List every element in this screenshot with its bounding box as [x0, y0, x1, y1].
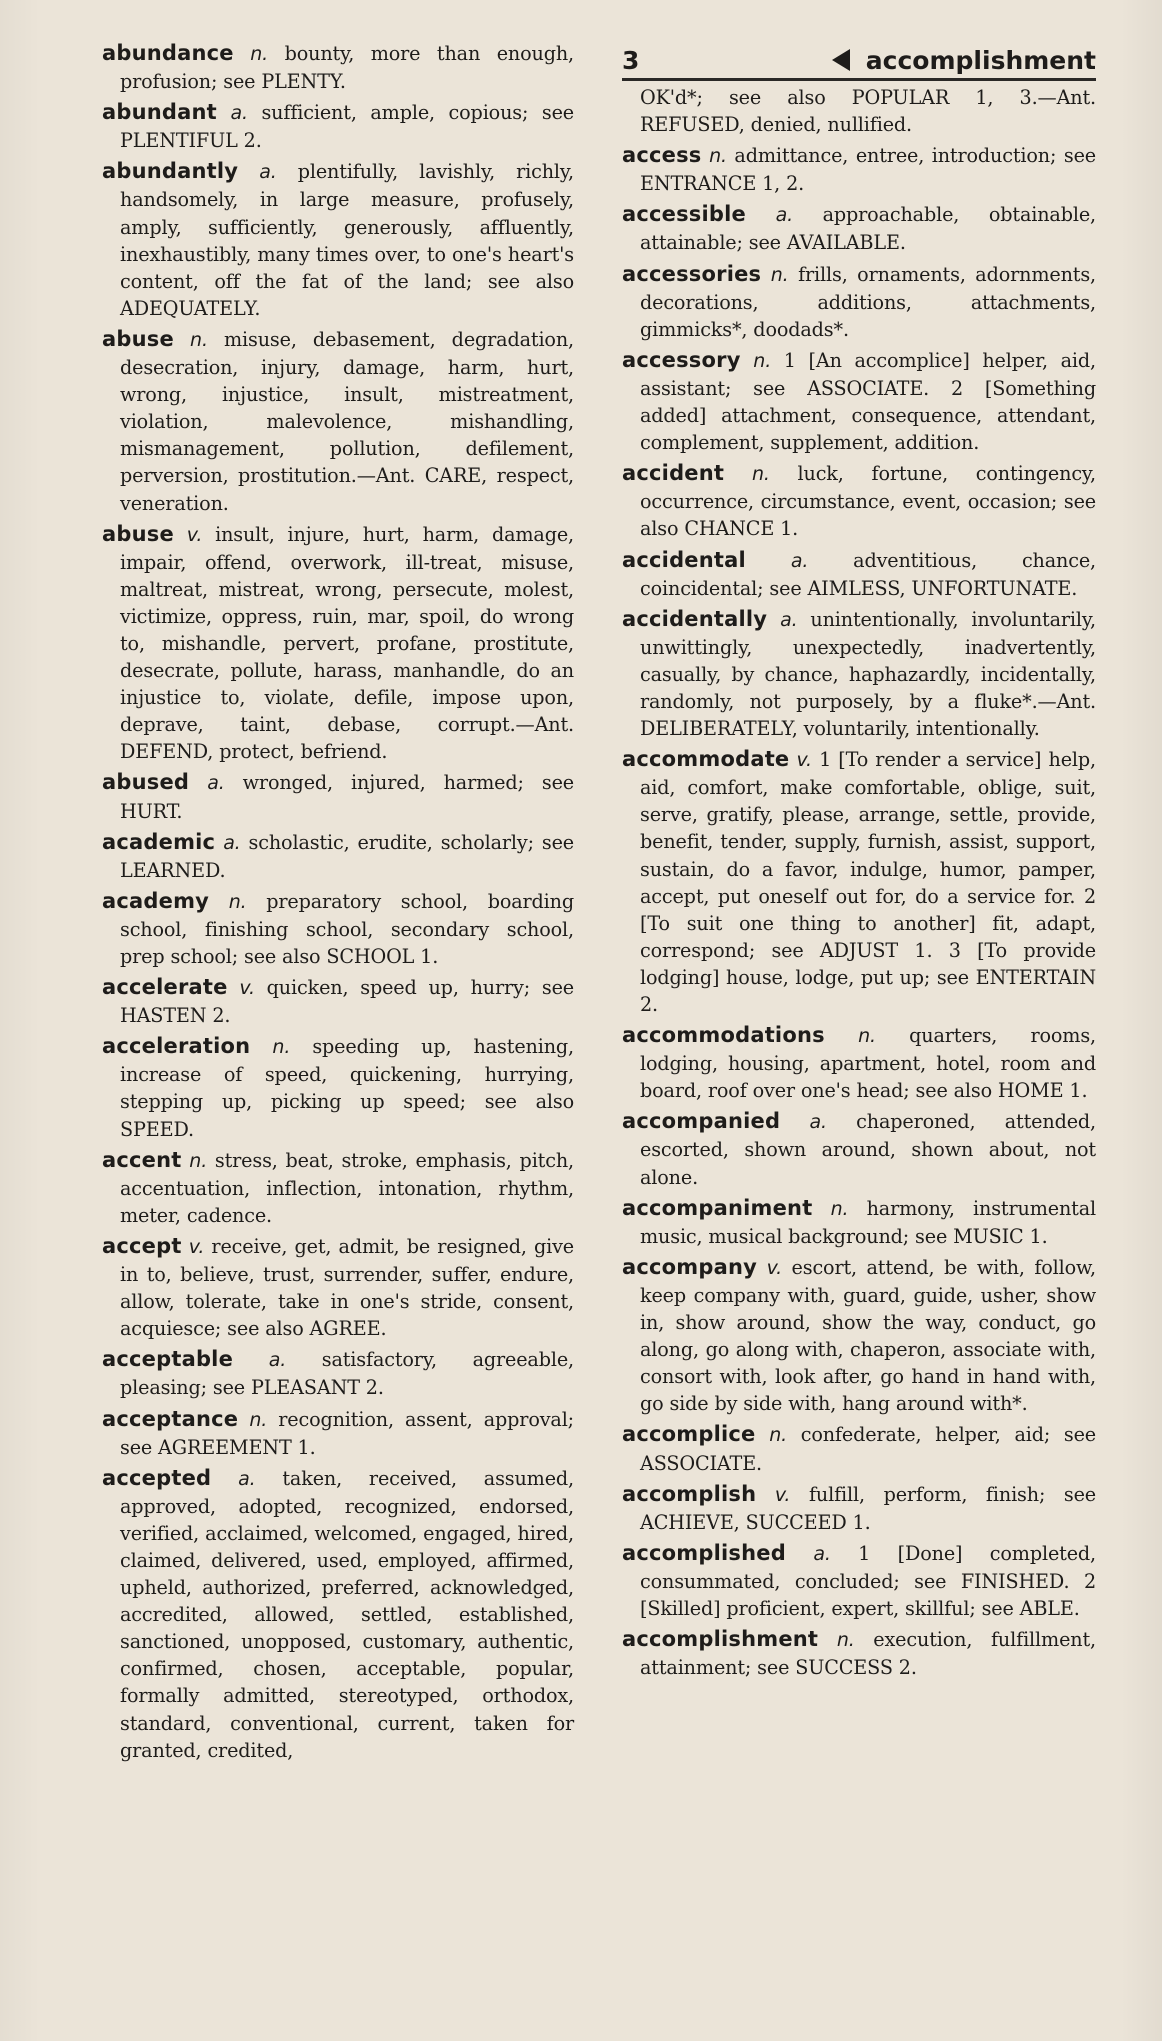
page-number: 3: [622, 45, 640, 75]
entry: [102, 1346, 574, 1401]
definition: adventitious, chance, coincidental; see AIMLESS, UNFORTUNATE.: [640, 548, 1097, 600]
entry: [102, 521, 574, 766]
headword: academic: [102, 829, 216, 854]
headword: accomplishment: [622, 1627, 819, 1652]
entry: [622, 1481, 1096, 1536]
definition: quarters, rooms, lodging, housing, apartment, hotel, room and board, roof over one's head; see also HOME 1.: [640, 1024, 1096, 1103]
headword: accommodations: [622, 1023, 825, 1048]
headword: accident: [622, 461, 725, 486]
definition: insult, injure, hurt, harm, damage, impair, offend, overwork, ill-treat, misuse, maltreat, mistreat, wrong, persecute, molest, victimize, oppress, ruin, mar, spoil, do wrong to, mishandle, pervert, profane, prostitute, desecrate, pollute, harass, manhandle, do an injustice to, violate, defile, impose upon, deprave, taint, debase, corrupt.—Ant. DEFEND, protect, befriend.: [120, 522, 574, 764]
entry: [102, 326, 574, 517]
entry: [622, 1195, 1096, 1250]
part-of-speech: n.: [753, 349, 772, 372]
entry: [622, 142, 1096, 197]
part-of-speech: n.: [770, 263, 789, 286]
headword: accompaniment: [622, 1195, 813, 1220]
headword: accompanied: [622, 1109, 781, 1134]
part-of-speech: n.: [751, 463, 770, 486]
continued-entry-text: OK'd*; see also POPULAR 1, 3.—Ant. REFUSED, denied, nullified.: [640, 86, 1096, 137]
headword: accomplice: [622, 1422, 756, 1447]
definition: misuse, debasement, degradation, desecration, injury, damage, harm, hurt, wrong, injustice, insult, mistreatment, violation, malevolence, mishandling, mismanagement, pollution, defilement, perversion, prostitution.—Ant. CARE, respect, veneration.: [120, 327, 574, 515]
headword: accomplished: [622, 1540, 786, 1565]
part-of-speech: a.: [809, 1111, 827, 1134]
headword: accent: [102, 1147, 182, 1172]
definition: frills, ornaments, adornments, decorations, additions, attachments, gimmicks*, doodads*.: [640, 262, 1097, 341]
entry: [102, 99, 574, 154]
part-of-speech: v.: [188, 1235, 205, 1258]
part-of-speech: a.: [268, 1349, 287, 1372]
definition: 1 [To render a service] help, aid, comfort, make comfortable, oblige, suit, serve, gratify, please, arrange, settle, provide, benefit, tender, supply, furnish, assist, support, sustain, do a favor, indulge, humor, pamper, accept, put oneself out for, do a service for. 2 [To suit one thing to another] fit, adapt, correspond; see ADJUST 1. 3 [To provide lodging] house, lodge, put up; see ENTERTAIN 2.: [640, 748, 1097, 1016]
entry: [622, 261, 1096, 343]
headword: abused: [102, 770, 190, 795]
definition: plentifully, lavishly, richly, handsomely, in large measure, profusely, amply, sufficiently, generously, affluently, inexhaustibly, many times over, to one's heart's content, off the fat of the land; see also ADEQUATELY.: [120, 160, 574, 320]
part-of-speech: n.: [769, 1424, 788, 1447]
headword: acceptable: [102, 1347, 234, 1372]
definition: quicken, speed up, hurry; see HASTEN 2.: [120, 976, 574, 1028]
definition: unintentionally, involuntarily, unwittingly, unexpectedly, inadvertently, casually, by chance, haphazardly, incidentally, randomly, not purposely, by a fluke*.—Ant. DELIBERATELY, voluntarily, intentionally.: [640, 607, 1096, 741]
headword: accept: [102, 1233, 182, 1258]
headword: academy: [102, 888, 210, 913]
part-of-speech: n.: [249, 1408, 268, 1431]
entry: [622, 1421, 1096, 1476]
definition: taken, received, assumed, approved, adopted, recognized, endorsed, verified, acclaimed, welcomed, engaged, hired, claimed, delivered, used, employed, affirmed, upheld, authorized, preferred, acknowledged, accredited, allowed, settled, established, sanctioned, unopposed, customary, authentic, confirmed, chosen, acceptable, popular, formally admitted, stereotyped, orthodox, standard, conventional, current, taken for granted, credited,: [120, 1466, 574, 1762]
entry: [102, 40, 574, 95]
part-of-speech: n.: [830, 1197, 849, 1220]
definition: 1 [An accomplice] helper, aid, assistant; see ASSOCIATE. 2 [Something added] attachment, consequence, attendant, complement, supplement, addition.: [640, 348, 1096, 455]
part-of-speech: a.: [230, 102, 248, 125]
entry: [102, 769, 574, 824]
definition: execution, fulfillment, attainment; see SUCCESS 2.: [640, 1628, 1096, 1680]
entry: [622, 1626, 1096, 1681]
part-of-speech: n.: [836, 1629, 855, 1652]
entry: [102, 158, 574, 322]
definition: confederate, helper, aid; see ASSOCIATE.: [640, 1423, 1097, 1475]
part-of-speech: n.: [250, 43, 269, 65]
definition: speeding up, hastening, increase of speed, quickening, hurrying, stepping up, picking up speed; see also SPEED.: [120, 1035, 575, 1141]
part-of-speech: v.: [186, 523, 203, 546]
entry: [622, 347, 1096, 456]
part-of-speech: n.: [709, 145, 727, 168]
part-of-speech: n.: [272, 1036, 291, 1059]
entry: [622, 460, 1096, 542]
part-of-speech: a.: [813, 1542, 831, 1565]
headword: abundance: [102, 41, 234, 65]
part-of-speech: a.: [223, 831, 241, 854]
part-of-speech: a.: [780, 608, 798, 631]
headword: accomplish: [622, 1481, 757, 1506]
definition: bounty, more than enough, profusion; see PLENTY.: [120, 42, 574, 94]
part-of-speech: n.: [190, 328, 208, 351]
part-of-speech: v.: [774, 1483, 791, 1506]
headword: abuse: [102, 521, 174, 546]
definition: stress, beat, stroke, emphasis, pitch, accentuation, inflection, intonation, rhythm, meter, cadence.: [120, 1148, 574, 1227]
entry: [102, 974, 574, 1029]
definition: admittance, entree, introduction; see ENTRANCE 1, 2.: [640, 144, 1096, 196]
definition: receive, get, admit, be resigned, give in to, believe, trust, surrender, suffer, endure, allow, tolerate, take in one's stride, consent, acquiesce; see also AGREE.: [120, 1234, 574, 1341]
definition: fulfill, perform, finish; see ACHIEVE, SUCCEED 1.: [640, 1482, 1096, 1534]
headword: accepted: [102, 1465, 212, 1490]
part-of-speech: v.: [766, 1256, 783, 1279]
part-of-speech: v.: [796, 749, 812, 772]
headword: abundant: [102, 100, 217, 125]
entry: [622, 1540, 1096, 1622]
left-triangle-icon: [832, 49, 850, 71]
left-column: [102, 40, 574, 1768]
part-of-speech: n.: [858, 1025, 876, 1048]
definition: harmony, instrumental music, musical background; see MUSIC 1.: [640, 1196, 1096, 1248]
headword: accessible: [622, 202, 746, 227]
headword: accidental: [622, 547, 746, 572]
definition: luck, fortune, contingency, occurrence, circumstance, event, occasion; see also CHANCE 1.: [640, 462, 1097, 541]
headword: accelerate: [102, 975, 228, 1000]
entry: [102, 1233, 574, 1342]
entry: [102, 1147, 574, 1229]
headword: acceleration: [102, 1034, 251, 1059]
part-of-speech: a.: [790, 549, 809, 572]
definition: 1 [Done] completed, consummated, concluded; see FINISHED. 2 [Skilled] proficient, expert, skillful; see ABLE.: [640, 1541, 1096, 1620]
entry: [102, 1406, 574, 1461]
headword: accessories: [622, 261, 762, 286]
entry: [622, 1254, 1096, 1418]
part-of-speech: a.: [259, 161, 277, 184]
definition: satisfactory, agreeable, pleasing; see PLEASANT 2.: [120, 1348, 574, 1400]
headword: accompany: [622, 1254, 758, 1279]
guide-word-group: [832, 46, 1096, 75]
entry: [622, 746, 1096, 1018]
headword: abuse: [102, 326, 174, 351]
headword: accommodate: [622, 747, 790, 772]
definition: escort, attend, be with, follow, keep company with, guard, guide, usher, show in, show around, show the way, conduct, go along, go along with, chaperon, associate with, consort with, look after, go hand in hand with, go side by side with, hang around with*.: [640, 1255, 1097, 1416]
entry: [102, 1465, 574, 1764]
headword: acceptance: [102, 1406, 239, 1431]
definition: chaperoned, attended, escorted, shown around, shown about, not alone.: [640, 1110, 1097, 1189]
part-of-speech: n.: [228, 890, 247, 913]
definition: preparatory school, boarding school, finishing school, secondary school, prep school; see also SCHOOL 1.: [120, 889, 574, 968]
right-column: [622, 84, 1096, 1685]
part-of-speech: n.: [189, 1149, 208, 1172]
definition: scholastic, erudite, scholarly; see LEARNED.: [120, 830, 574, 882]
entry: [622, 547, 1096, 602]
entry: [622, 1022, 1096, 1104]
definition: sufficient, ample, copious; see PLENTIFUL 2.: [120, 101, 574, 153]
headword: abundantly: [102, 159, 239, 184]
part-of-speech: a.: [775, 204, 793, 227]
headword: accidentally: [622, 606, 768, 631]
part-of-speech: a.: [238, 1467, 256, 1490]
definition: approachable, obtainable, attainable; see AVAILABLE.: [640, 203, 1096, 255]
running-head: [622, 42, 1096, 81]
part-of-speech: v.: [239, 977, 255, 1000]
entry: [102, 888, 574, 970]
guide-word: accomplishment: [865, 45, 1096, 75]
headword: access: [622, 143, 702, 168]
entry: [622, 606, 1096, 742]
entry: [622, 201, 1096, 256]
entry: [102, 829, 574, 884]
definition: recognition, assent, approval; see AGREEMENT 1.: [120, 1407, 574, 1459]
entry: [622, 1108, 1096, 1190]
part-of-speech: a.: [207, 772, 225, 795]
definition: wronged, injured, harmed; see HURT.: [120, 771, 574, 823]
headword: accessory: [622, 347, 741, 372]
entry: [102, 1033, 574, 1142]
